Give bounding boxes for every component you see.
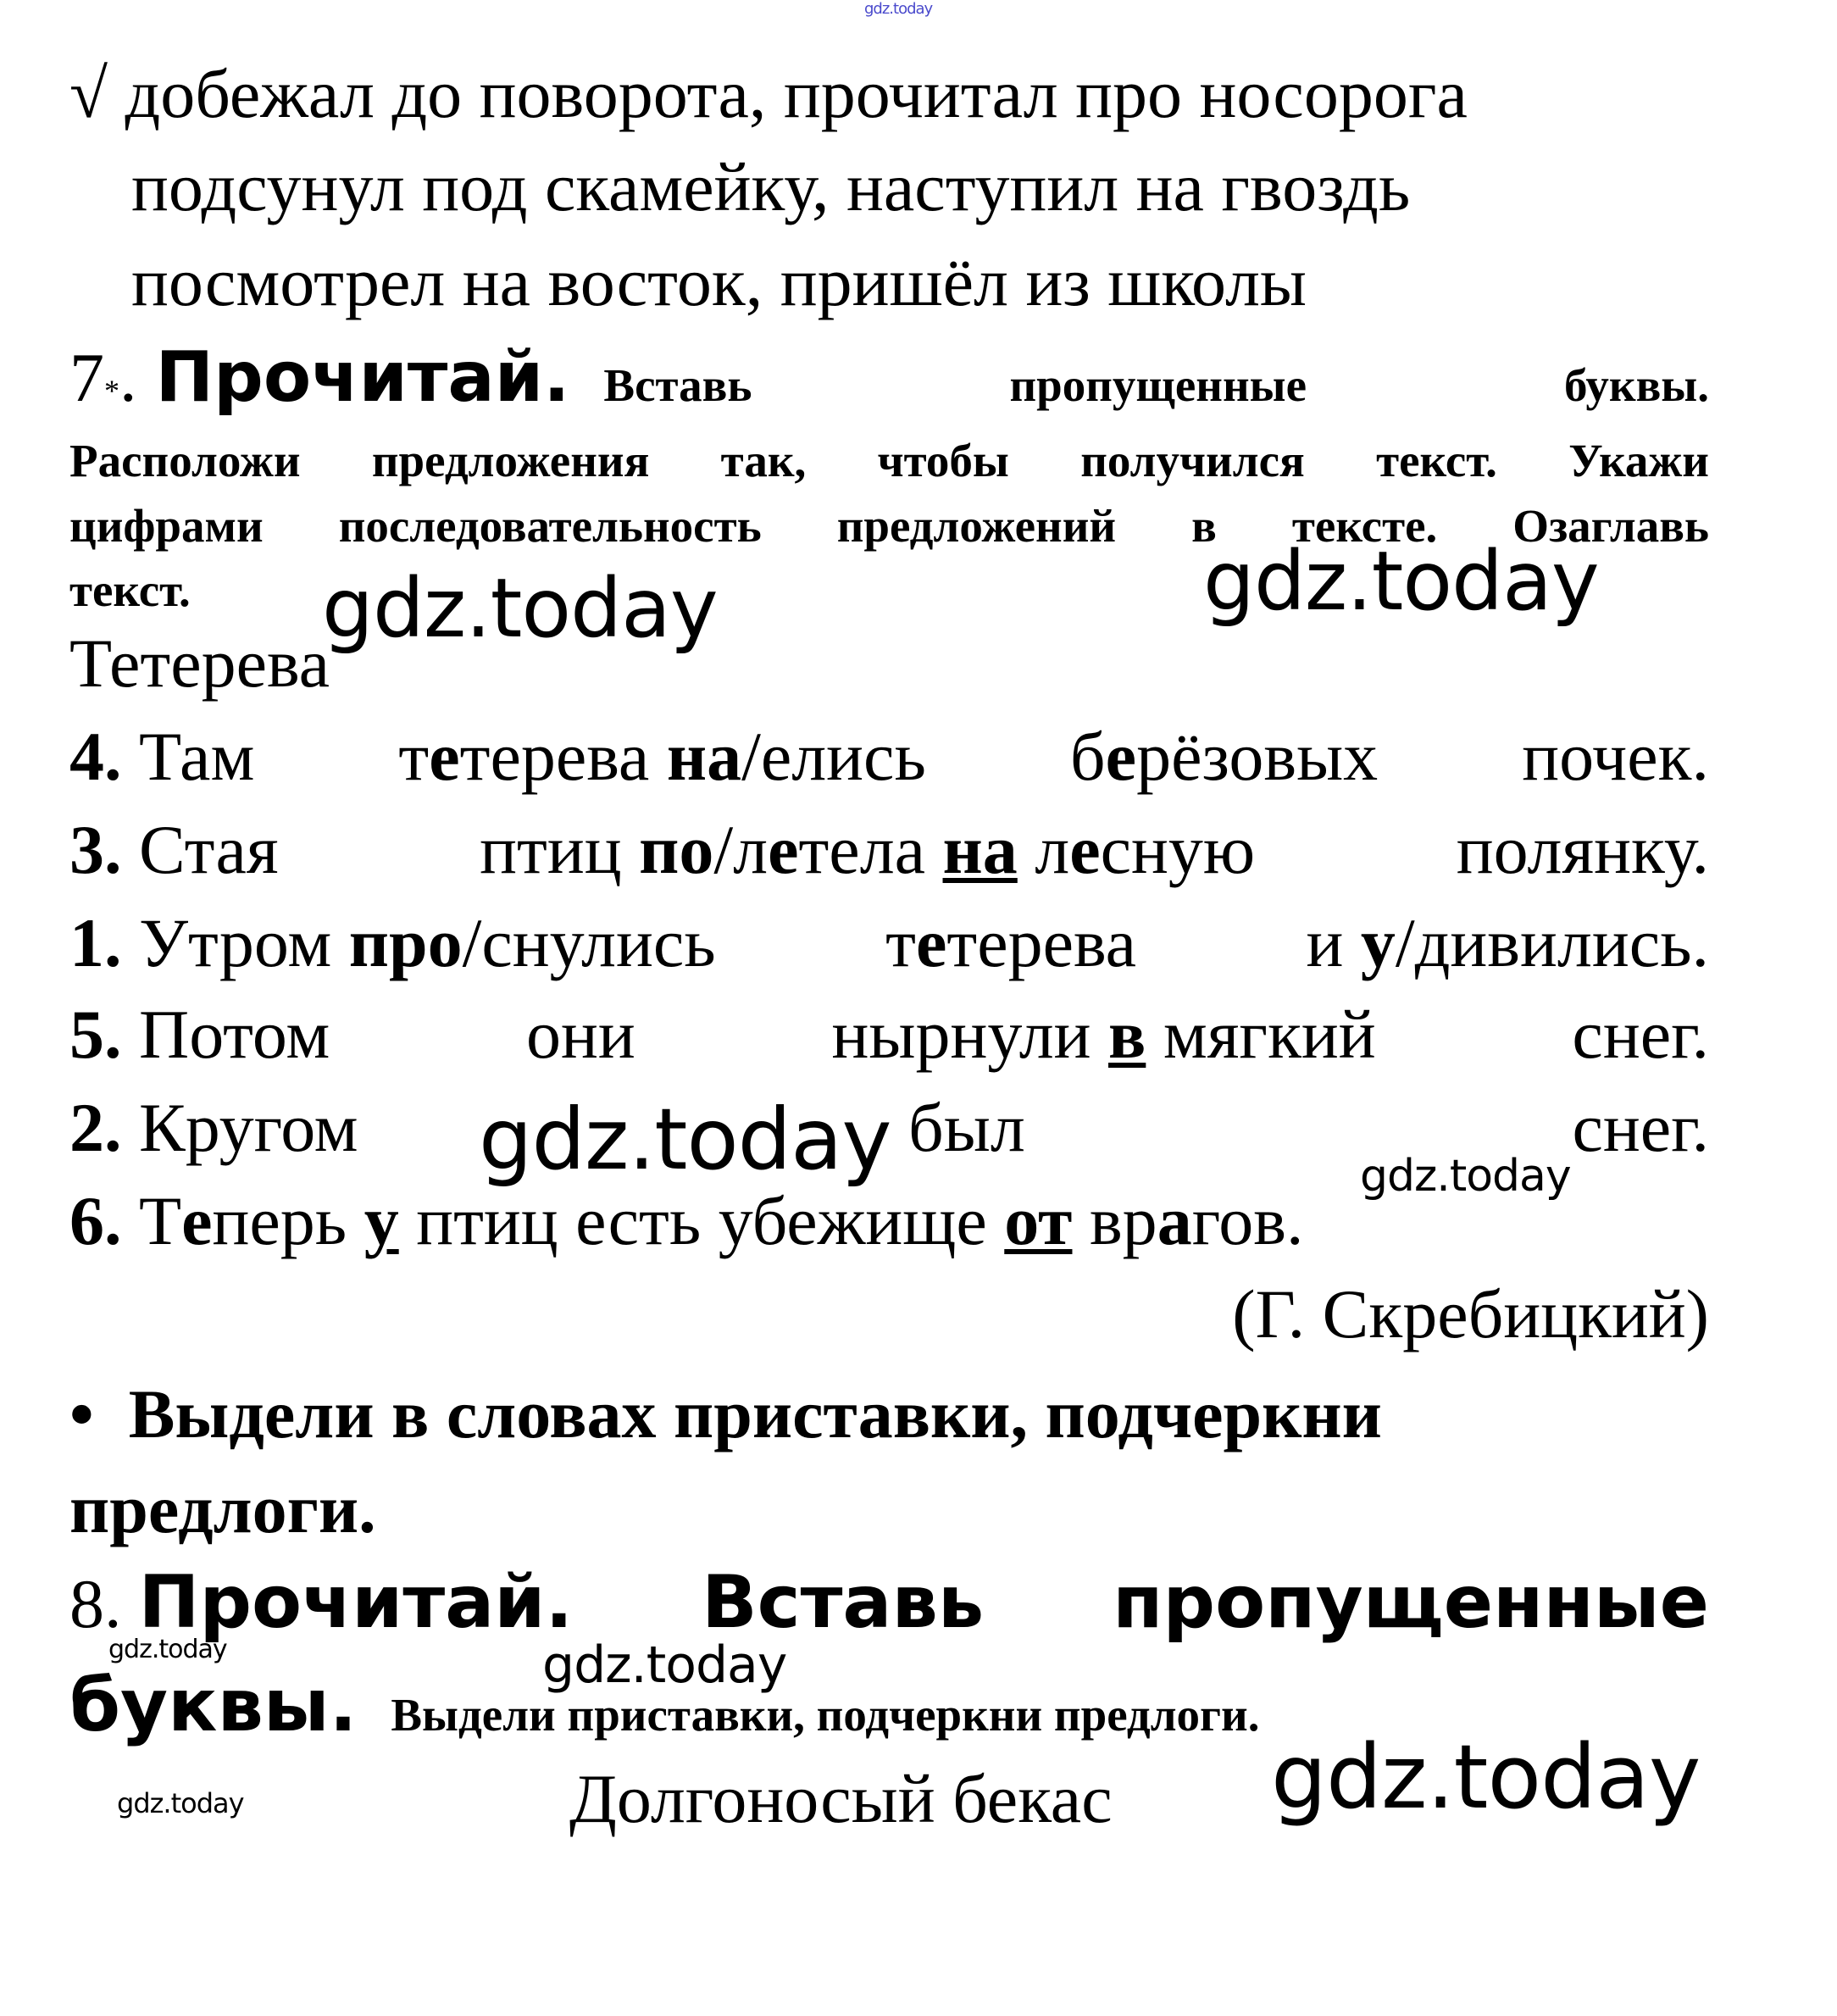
sentence-3	[69, 811, 1709, 888]
sentence-1	[69, 904, 1709, 981]
sentence-word: они	[525, 996, 635, 1073]
task-7-title: Прочитай.	[155, 337, 570, 418]
watermark: gdz.today	[1203, 534, 1599, 629]
watermark: gdz.today	[479, 1090, 891, 1189]
watermark-top: gdz.today	[864, 0, 933, 18]
task-8-title-word: Вставь	[702, 1560, 985, 1645]
sentence-word: полянку.	[1456, 811, 1709, 888]
answer-line-1: √ добежал до поворота, прочитал про носорога	[69, 55, 1468, 132]
task-8-title-line-2: буквы.	[69, 1663, 358, 1748]
answer-line-3: посмотрел на восток, пришёл из школы	[131, 243, 1307, 320]
sentence-word: был	[908, 1089, 1025, 1166]
sentence-number: 3.	[69, 811, 122, 888]
task-8-title-line-1	[138, 1560, 1710, 1645]
sentence-word: Стая	[139, 811, 279, 888]
watermark: gdz.today	[322, 561, 718, 656]
task-7-dot: .	[119, 339, 137, 416]
task-7-number: 7	[69, 339, 104, 416]
task-8-number: 8.	[69, 1565, 122, 1642]
task-7-star: *	[104, 374, 119, 408]
task-8-title-word: Прочитай.	[138, 1560, 574, 1645]
sentence-number: 2.	[69, 1089, 122, 1166]
task-7-instr-line-2: Расположи предложения так, чтобы получился текст. Укажи	[69, 435, 1709, 486]
story-title: Тетерева	[69, 625, 330, 702]
author: (Г. Скребицкий)	[1232, 1275, 1709, 1352]
sentence-word: берёзовых	[1069, 718, 1379, 795]
task-8-instr: Выдели приставки, подчеркни предлоги.	[391, 1689, 1260, 1741]
bullet-line-1	[69, 1375, 1709, 1452]
task-8-title-word: пропущенные	[1113, 1560, 1709, 1645]
sentence-number: 5.	[69, 996, 122, 1073]
task-8-heading	[69, 1560, 1709, 1645]
task-7-instr-word: Вставь	[603, 359, 752, 411]
task-7-instr-line-3: цифрами последовательность предложений в тексте. Озаглавь	[69, 500, 1709, 552]
sentence-number: 1.	[69, 904, 122, 981]
watermark: gdz.today	[108, 1635, 227, 1664]
task-8-story-title: Долгоносый бекас	[569, 1760, 1113, 1837]
answer-line-2: подсунул под скамейку, наступил на гвоздь	[131, 148, 1411, 225]
bullet-text: Выдели в словах приставки, подчеркни	[128, 1375, 1382, 1452]
sentence-word: снег.	[1572, 1089, 1709, 1166]
sentence-word: Утром про/снулись	[139, 904, 716, 981]
task-7-instr-line-1	[603, 359, 1709, 411]
sentence-word: нырнули в мягкий	[831, 996, 1376, 1073]
sentence-6: 6. Теперь у птиц есть убежище от врагов.	[69, 1182, 1304, 1259]
sentence-word: снег.	[1572, 996, 1709, 1073]
sentence-word: и у/дивились.	[1306, 904, 1709, 981]
sentence-word: Кругом	[139, 1089, 358, 1166]
task-7-instr-word: пропущенные	[1009, 359, 1307, 411]
watermark: gdz.today	[1271, 1725, 1701, 1829]
sentence-word: Там	[139, 718, 255, 795]
sentence-word: тетерева	[885, 904, 1137, 981]
watermark: gdz.today	[117, 1787, 244, 1819]
sentence-number: 4.	[69, 718, 122, 795]
sentence-word: почек.	[1522, 718, 1709, 795]
sentence-4	[69, 718, 1709, 795]
watermark: gdz.today	[542, 1636, 787, 1695]
task-7-instr-word: буквы.	[1563, 359, 1709, 411]
bullet-line-2: предлоги.	[69, 1470, 376, 1547]
sentence-number: 6.	[69, 1182, 122, 1259]
sentence-5	[69, 996, 1709, 1073]
sentence-word: тетерева на/елись	[398, 718, 926, 795]
bullet-icon: •	[69, 1375, 94, 1452]
sentence-word: Потом	[139, 996, 330, 1073]
watermark: gdz.today	[1360, 1151, 1571, 1202]
sentence-word: птиц по/летела на лесную	[480, 811, 1256, 888]
task-7-instr-line-4: текст.	[69, 564, 191, 616]
task-7-heading	[69, 337, 1709, 418]
